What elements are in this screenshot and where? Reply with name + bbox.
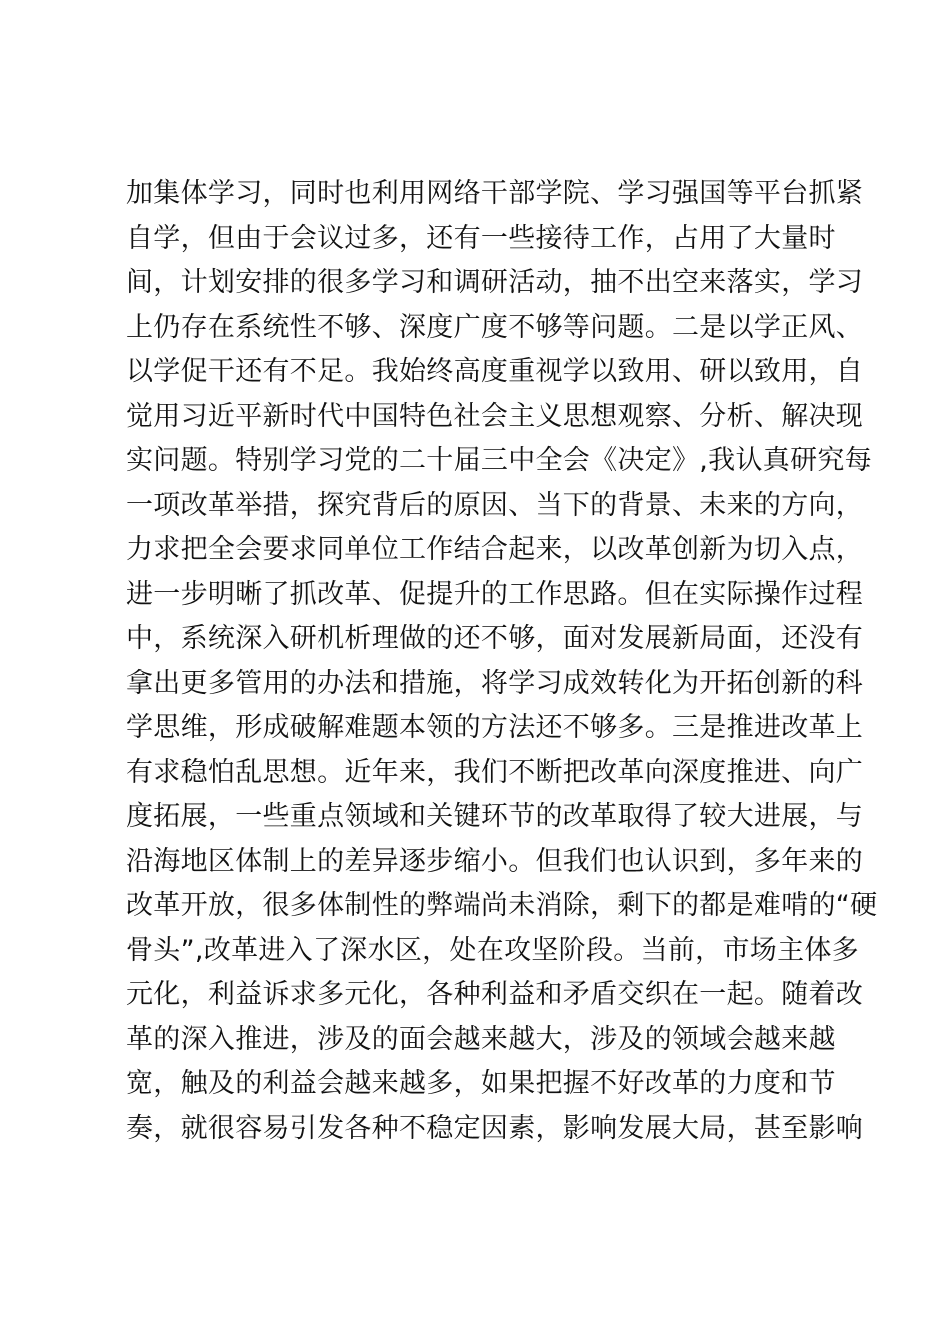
text-line: 上仍存在系统性不够、深度广度不够等问题。二是以学正风、 xyxy=(126,311,864,343)
text-line: 加集体学习，同时也利用网络干部学院、学习强国等平台抓紧 xyxy=(126,178,864,209)
text-line: 度拓展，一些重点领域和关键环节的改革取得了较大进展，与 xyxy=(126,801,864,832)
text-line: 拿出更多管用的办法和措施，将学习成效转化为开拓创新的科 xyxy=(126,667,864,699)
text-line: 改革开放，很多体制性的弊端尚未消除，剩下的都是难啃的“硬 xyxy=(126,890,878,921)
text-line: 力求把全会要求同单位工作结合起来，以改革创新为切入点， xyxy=(126,534,864,565)
text-line: 觉用习近平新时代中国特色社会主义思想观察、分析、解决现 xyxy=(126,400,864,432)
text-line: 以学促干还有不足。我始终高度重视学以致用、研以致用，自 xyxy=(126,356,864,387)
text-line: 骨头”,改革进入了深水区，处在攻坚阶段。当前，市场主体多 xyxy=(126,934,859,966)
text-line: 沿海地区体制上的差异逐步缩小。但我们也认识到，多年来的 xyxy=(126,845,864,877)
text-line: 奏，就很容易引发各种不稳定因素，影响发展大局，甚至影响 xyxy=(126,1112,864,1144)
text-line: 进一步明晰了抓改革、促提升的工作思路。但在实际操作过程 xyxy=(126,578,864,610)
text-line: 一项改革举措，探究背后的原因、当下的背景、未来的方向， xyxy=(126,489,864,521)
text-line: 革的深入推进，涉及的面会越来越大，涉及的领域会越来越 xyxy=(126,1023,836,1055)
text-line: 实问题。特别学习党的二十届三中全会《决定》,我认真研究每 xyxy=(126,445,872,476)
text-line: 间，计划安排的很多学习和调研活动，抽不出空来落实，学习 xyxy=(126,267,864,298)
text-line: 自学，但由于会议过多，还有一些接待工作，占用了大量时 xyxy=(126,222,836,254)
text-line: 中，系统深入研机析理做的还不够，面对发展新局面，还没有 xyxy=(126,623,864,654)
text-line: 元化，利益诉求多元化，各种利益和矛盾交织在一起。随着改 xyxy=(126,979,864,1010)
body-paragraph xyxy=(126,172,878,1151)
text-line: 有求稳怕乱思想。近年来，我们不断把改革向深度推进、向广 xyxy=(126,756,864,788)
text-line: 宽，触及的利益会越来越多，如果把握不好改革的力度和节 xyxy=(126,1068,836,1099)
text-line: 学思维，形成破解难题本领的方法还不够多。三是推进改革上 xyxy=(126,712,864,743)
